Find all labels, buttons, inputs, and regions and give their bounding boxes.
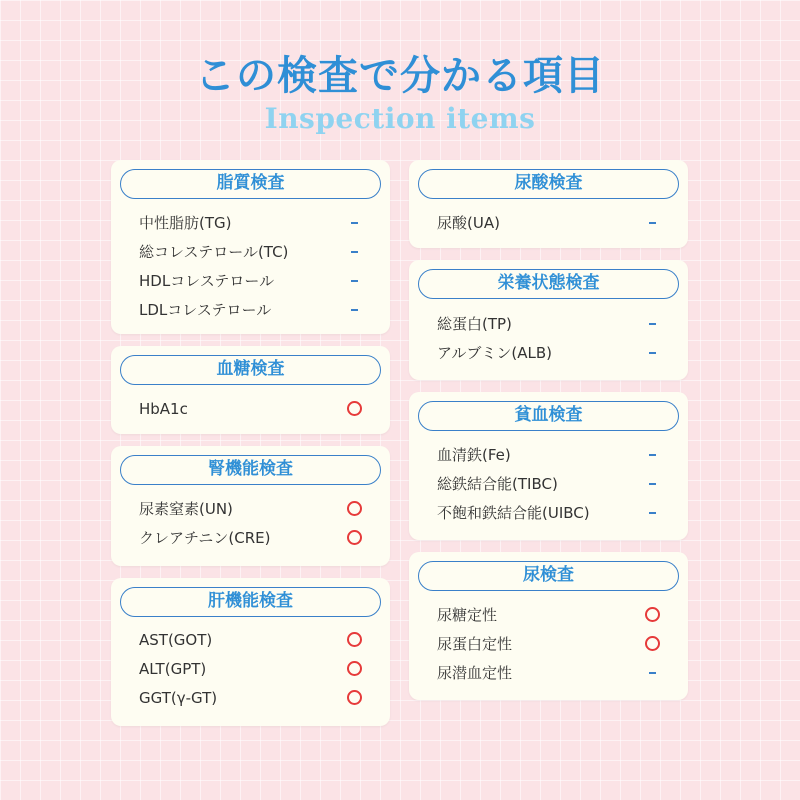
- dash-mark: [351, 280, 358, 282]
- item-label: 尿酸(UA): [437, 214, 500, 232]
- dash-mark: [649, 323, 656, 325]
- card-heading: 尿酸検査: [418, 169, 679, 199]
- item-label: 尿素窒素(UN): [139, 500, 233, 518]
- card-heading: 尿検査: [418, 561, 679, 591]
- page-subtitle: Inspection items: [264, 102, 536, 135]
- item-label: GGT(γ-GT): [139, 689, 218, 707]
- list-item: [437, 470, 660, 498]
- item-label: アルブミン(ALB): [437, 344, 553, 362]
- dash-mark: [351, 251, 358, 253]
- list-item: [139, 626, 362, 654]
- dash-mark: [649, 352, 656, 354]
- card-lipid: [111, 160, 390, 334]
- list-item: [437, 441, 660, 469]
- list-item: [437, 339, 660, 367]
- circle-mark: [347, 661, 362, 676]
- circle-mark: [347, 632, 362, 647]
- card-nutrition: [409, 260, 688, 380]
- dash-mark: [649, 512, 656, 514]
- item-label: HDLコレステロール: [139, 272, 275, 290]
- dash-mark: [649, 483, 656, 485]
- item-label: 尿蛋白定性: [437, 635, 513, 653]
- item-label: HbA1c: [139, 400, 188, 418]
- dash-mark: [649, 454, 656, 456]
- list-item: [139, 296, 362, 324]
- item-label: 総蛋白(TP): [437, 315, 512, 333]
- item-label: 血清鉄(Fe): [437, 446, 511, 464]
- circle-mark: [347, 501, 362, 516]
- circle-mark: [347, 401, 362, 416]
- circle-mark: [645, 636, 660, 651]
- list-item: [139, 495, 362, 523]
- card-uric-acid: [409, 160, 688, 248]
- dash-mark: [649, 222, 656, 224]
- dash-mark: [351, 309, 358, 311]
- list-item: [437, 310, 660, 338]
- list-item: [437, 209, 660, 237]
- card-heading: 肝機能検査: [120, 587, 381, 617]
- list-item: [437, 499, 660, 527]
- list-item: [437, 601, 660, 629]
- item-label: 総鉄結合能(TIBC): [437, 475, 558, 493]
- card-anemia: [409, 392, 688, 540]
- item-label: 不飽和鉄結合能(UIBC): [437, 504, 590, 522]
- card-heading: 貧血検査: [418, 401, 679, 431]
- list-item: [139, 209, 362, 237]
- card-heading: 腎機能検査: [120, 455, 381, 485]
- item-label: 尿潜血定性: [437, 664, 513, 682]
- list-item: [139, 267, 362, 295]
- item-label: クレアチニン(CRE): [139, 529, 271, 547]
- card-blood-sugar: [111, 346, 390, 434]
- card-urine: [409, 552, 688, 700]
- list-item: [139, 655, 362, 683]
- card-kidney: [111, 446, 390, 566]
- card-liver: [111, 578, 390, 726]
- list-item: [139, 395, 362, 423]
- card-heading: 栄養状態検査: [418, 269, 679, 299]
- list-item: [139, 524, 362, 552]
- dash-mark: [351, 222, 358, 224]
- circle-mark: [645, 607, 660, 622]
- list-item: [139, 684, 362, 712]
- page-title: この検査で分かる項目: [195, 53, 605, 99]
- item-label: 総コレステロール(TC): [139, 243, 289, 261]
- item-label: ALT(GPT): [139, 660, 207, 678]
- circle-mark: [347, 530, 362, 545]
- list-item: [437, 630, 660, 658]
- item-label: AST(GOT): [139, 631, 213, 649]
- item-label: 尿糖定性: [437, 606, 498, 624]
- list-item: [437, 659, 660, 687]
- card-heading: 脂質検査: [120, 169, 381, 199]
- list-item: [139, 238, 362, 266]
- item-label: 中性脂肪(TG): [139, 214, 232, 232]
- circle-mark: [347, 690, 362, 705]
- item-label: LDLコレステロール: [139, 301, 272, 319]
- dash-mark: [649, 672, 656, 674]
- card-heading: 血糖検査: [120, 355, 381, 385]
